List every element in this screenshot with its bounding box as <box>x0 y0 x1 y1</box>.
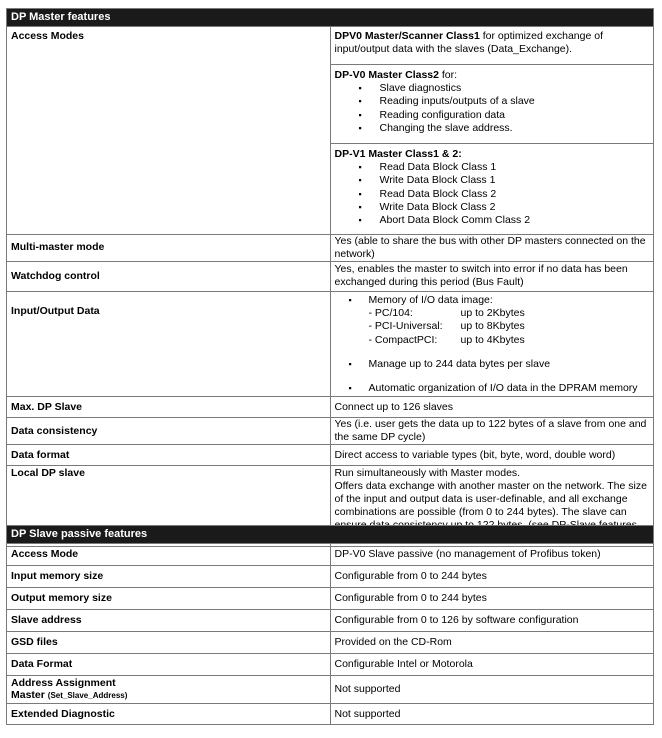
table-row: Multi-master mode Yes (able to share the bus with other DP masters connected on the network) <box>7 234 654 261</box>
table-row: Extended Diagnostic Not supported <box>7 704 654 725</box>
list-item: ▪ Read Data Block Class 2 <box>335 188 651 201</box>
access-modes-value <box>330 27 654 235</box>
table-row: Slave address Configurable from 0 to 126 by software configuration <box>7 610 654 632</box>
v1-section: DP-V1 Master Class1 & 2: ▪ Read Data Block Class 1 ▪ Write Data Block Class 1 ▪ Read Data Block Class 2 ▪ Write Data Block Class 2 ▪ Abort Data Block Comm Class 2 <box>335 144 651 227</box>
list-item: ▪ Manage up to 244 data bytes per slave <box>335 358 651 371</box>
local-slave-row: Local DP slave Run simultaneously with Master modes. Offers data exchange with another master on the network. The size of the input and output data is user-definable, and all exchange combinations are possible (from 0 to 244 bytes). The slave can <box>7 466 654 547</box>
dpv0-description: DPV0 Master/Scanner Class1 for optimized exchange of input/output data with the slaves (Data_Exchange). <box>334 30 603 55</box>
io-data-value <box>330 291 654 397</box>
list-item: ▪ Reading inputs/outputs of a slave <box>335 95 651 108</box>
list-item: ▪ Reading configuration data <box>335 109 651 122</box>
master-table-title: DP Master features <box>7 9 654 27</box>
list-item: ▪ Automatic organization of I/O data in the DPRAM memory <box>335 382 651 395</box>
list-item: ▪ Abort Data Block Comm Class 2 <box>335 214 651 227</box>
table-row: Output memory size Configurable from 0 to 244 bytes <box>7 588 654 610</box>
class2-section: DP-V0 Master Class2 for: ▪ Slave diagnostics ▪ Reading inputs/outputs of a slave ▪ Reading configuration data ▪ Changing the slave address. <box>335 65 651 135</box>
table-row: Data consistency Yes (i.e. user gets the data up to 122 bytes of a slave from one and the same DP cycle) <box>7 418 654 445</box>
v1-list <box>335 161 651 227</box>
list-item: ▪ Write Data Block Class 2 <box>335 201 651 214</box>
list-item: ▪ Slave diagnostics <box>335 82 651 95</box>
table-row: GSD files Provided on the CD-Rom <box>7 632 654 654</box>
master-features-table <box>6 8 654 547</box>
table-row: Input memory size Configurable from 0 to 244 bytes <box>7 566 654 588</box>
table-row: Data format Direct access to variable types (bit, byte, word, double word) <box>7 445 654 466</box>
list-item: ▪ Write Data Block Class 1 <box>335 174 651 187</box>
table-row: Data Format Configurable Intel or Motorola <box>7 654 654 676</box>
local-slave-value: Run simultaneously with Master modes. Offers data exchange with another master on the network. The size of the input and output data is user-definable, and all exchange combinations are possible (from 0 to 244 bytes). The slave can <box>330 466 654 547</box>
access-modes-label: Access Modes <box>7 27 331 235</box>
table-row: Access Mode DP-V0 Slave passive (no management of Profibus token) <box>7 544 654 566</box>
class2-list <box>335 82 651 135</box>
io-data-row: Input/Output Data ▪ Memory of I/O data image: - PC/104: up to 2Kbytes - PCI-Universal: up to 8Kbytes - CompactPCI: up to 4Kbytes ▪ Manage up to 244 data bytes per slave ▪ Automatic organization of I/O data in the DPRAM memory <box>7 291 654 397</box>
memory-row: - PCI-Universal: up to 8Kbytes <box>368 320 525 333</box>
list-item: ▪ Read Data Block Class 1 <box>335 161 651 174</box>
memory-row: - PC/104: up to 2Kbytes <box>368 306 525 319</box>
table-row: Watchdog control Yes, enables the master to switch into error if no data has been exchanged during this period (Bus Fault) <box>7 261 654 291</box>
slave-features-table <box>6 525 654 725</box>
memory-row: - CompactPCI: up to 4Kbytes <box>368 333 525 346</box>
table-row: Address Assignment Master (Set_Slave_Address) Not supported <box>7 676 654 704</box>
access-modes-row <box>7 27 654 235</box>
table-row: Max. DP Slave Connect up to 126 slaves <box>7 397 654 418</box>
address-assignment-label: Address Assignment Master (Set_Slave_Address) <box>7 676 331 704</box>
slave-table-title: DP Slave passive features <box>7 526 654 544</box>
list-item: ▪ Memory of I/O data image: <box>335 294 651 307</box>
list-item: ▪ Changing the slave address. <box>335 122 651 135</box>
